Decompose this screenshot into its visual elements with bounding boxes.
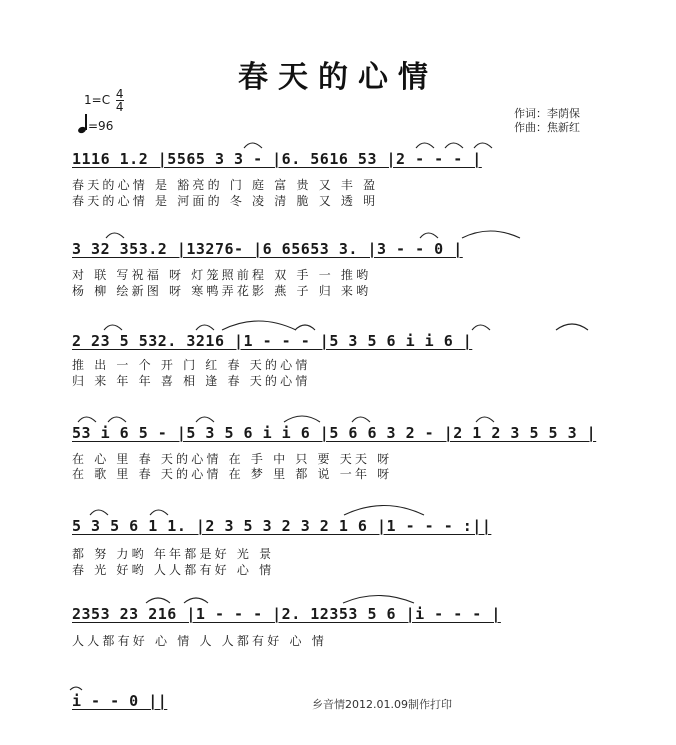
slur-mark bbox=[556, 324, 588, 330]
slur-mark bbox=[474, 143, 492, 148]
system-1-notes: 1116 1.2 |5565 3 3 - |6. 5616 53 |2 - - - | bbox=[72, 150, 482, 168]
system-2-notes: 3 32 353.2 |13276- |6 65653 3. |3 - - 0 | bbox=[72, 240, 463, 258]
system-5-notes: 5 3 5 6 1 1. |2 3 5 3 2 3 2 1 6 |1 - - - :|| bbox=[72, 517, 492, 535]
footer-print-note: 乡音情2012.01.09制作打印 bbox=[312, 698, 452, 711]
slur-mark bbox=[104, 325, 122, 330]
slur-mark bbox=[420, 233, 438, 238]
system-4-notes: 53 i 6 5 - |5 3 5 6 i i 6 |5 6 6 3 2 - |2 1 2 3 5 5 3 | bbox=[72, 424, 597, 442]
slur-mark bbox=[184, 598, 208, 603]
key-label: 1=C bbox=[84, 93, 111, 107]
slur-mark bbox=[196, 417, 214, 422]
system-6-notes: 2353 23 216 |1 - - - |2. 12353 5 6 |i - - - | bbox=[72, 605, 501, 623]
slur-mark bbox=[146, 598, 170, 603]
time-beats: 4 bbox=[115, 87, 124, 101]
slur-mark bbox=[476, 417, 494, 422]
system-3-notes: 2 23 5 532. 3216 |1 - - - |5 3 5 6 i i 6 | bbox=[72, 332, 473, 350]
system-1-lyric-verse-2: 春天的心情 是 河面的 冬 凌 清 脆 又 透 明 bbox=[72, 194, 379, 208]
slur-mark bbox=[416, 143, 434, 148]
system-4-lyric-verse-2: 在 歌 里 春 天的心情 在 梦 里 都 说 一年 呀 bbox=[72, 467, 393, 481]
slur-mark bbox=[70, 687, 82, 690]
song-title: 春天的心情 bbox=[238, 60, 438, 95]
slur-mark bbox=[445, 143, 463, 148]
system-1-lyric-verse-1: 春天的心情 是 豁亮的 门 庭 富 贵 又 丰 盈 bbox=[72, 178, 379, 192]
system-2-lyric-verse-1: 对 联 写祝福 呀 灯笼照前程 双 手 一 推哟 bbox=[72, 268, 372, 282]
system-3-lyric-verse-2: 归 来 年 年 喜 相 逢 春 天的心情 bbox=[72, 374, 311, 388]
slur-mark bbox=[344, 506, 424, 516]
slur-mark bbox=[222, 321, 296, 330]
slur-mark bbox=[295, 325, 315, 330]
system-6-lyric-verse-1: 人人都有好 心 情 人 人都有好 心 情 bbox=[72, 634, 327, 648]
slur-mark bbox=[196, 325, 214, 330]
slur-mark bbox=[352, 417, 370, 422]
system-3-lyric-verse-1: 推 出 一 个 开 门 红 春 天的心情 bbox=[72, 358, 311, 372]
system-2-lyric-verse-2: 杨 柳 绘新图 呀 寒鸭弄花影 燕 子 归 来哟 bbox=[72, 284, 372, 298]
slur-mark bbox=[244, 143, 262, 148]
slur-mark bbox=[284, 416, 320, 422]
composer: 作曲：焦新红 bbox=[514, 121, 580, 134]
tempo-value: =96 bbox=[88, 119, 114, 133]
slur-mark bbox=[472, 325, 490, 330]
slur-mark bbox=[343, 596, 414, 604]
slur-mark bbox=[108, 417, 126, 422]
slur-mark bbox=[150, 510, 168, 515]
slur-mark bbox=[462, 231, 520, 238]
slur-mark bbox=[106, 233, 124, 238]
slur-mark bbox=[90, 510, 108, 515]
slur-mark bbox=[78, 417, 96, 422]
time-unit: 4 bbox=[115, 100, 124, 114]
system-5-lyric-verse-1: 都 努 力哟 年年都是好 光 景 bbox=[72, 547, 275, 561]
system-5-lyric-verse-2: 春 光 好哟 人人都有好 心 情 bbox=[72, 563, 275, 577]
system-7-notes: i - - 0 || bbox=[72, 692, 168, 710]
lyricist: 作词：李荫保 bbox=[514, 107, 580, 120]
system-4-lyric-verse-1: 在 心 里 春 天的心情 在 手 中 只 要 天天 呀 bbox=[72, 452, 393, 466]
